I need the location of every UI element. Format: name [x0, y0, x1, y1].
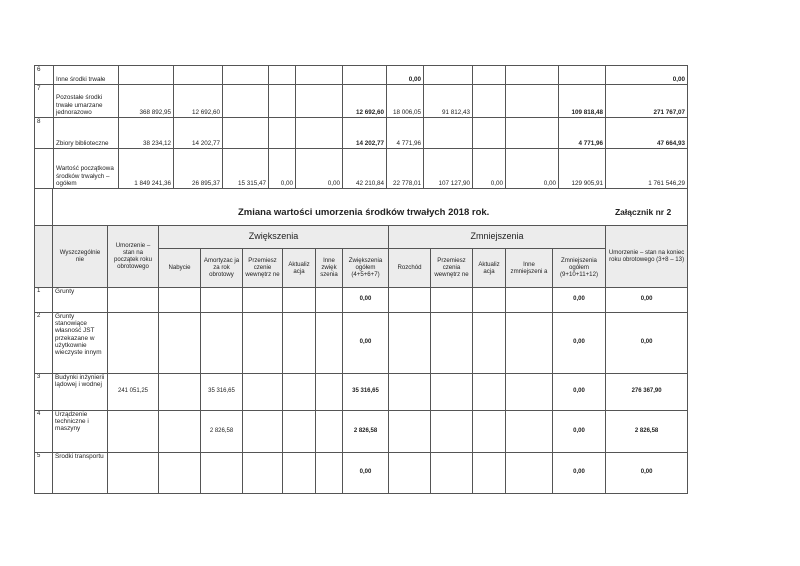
value-cell: 47 664,93: [606, 118, 688, 149]
value-cell: 0,00: [387, 66, 424, 85]
value-cell: [473, 118, 506, 149]
value-cell: 0,00: [553, 287, 606, 312]
value-cell: [431, 312, 473, 373]
value-cell: [389, 312, 431, 373]
value-cell: [108, 452, 159, 493]
header-increase-col: Zwiększenia ogółem (4+5+6+7): [343, 248, 389, 287]
value-cell: [316, 410, 343, 452]
value-cell: 2 826,58: [201, 410, 243, 452]
value-cell: 15 315,47: [223, 149, 269, 189]
value-cell: [159, 287, 201, 312]
header-increase-col: Inne zwięk szenia: [316, 248, 343, 287]
table-row: [35, 66, 688, 85]
value-cell: [159, 312, 201, 373]
value-cell: 12 692,60: [343, 85, 387, 118]
value-cell: 35 316,65: [343, 373, 389, 410]
value-cell: [506, 452, 553, 493]
value-cell: [473, 287, 506, 312]
value-cell: [431, 373, 473, 410]
table-row: [35, 410, 688, 452]
row-number: 2: [35, 312, 53, 373]
table-row: [35, 149, 688, 189]
row-label: Inne środki trwałe: [54, 66, 119, 85]
value-cell: [159, 410, 201, 452]
value-cell: [506, 85, 559, 118]
row-label: Urządzenie techniczne i maszyny: [53, 410, 108, 452]
header-decrease-col: Inne zmniejszeni a: [506, 248, 553, 287]
value-cell: [389, 287, 431, 312]
value-cell: [108, 287, 159, 312]
value-cell: 91 812,43: [424, 85, 473, 118]
row-label: Wartość początkowa środków trwałych – ogółem: [54, 149, 119, 189]
value-cell: [506, 287, 553, 312]
value-cell: [343, 66, 387, 85]
value-cell: 0,00: [606, 66, 688, 85]
value-cell: 12 692,60: [174, 85, 223, 118]
value-cell: 0,00: [606, 287, 688, 312]
row-number: 8: [35, 118, 54, 149]
value-cell: [243, 410, 283, 452]
value-cell: 107 127,90: [424, 149, 473, 189]
value-cell: 0,00: [296, 149, 343, 189]
value-cell: [559, 66, 606, 85]
header-decrease-col: Aktualiz acja: [473, 248, 506, 287]
row-number: [35, 149, 54, 189]
row-label: Środki transportu: [53, 452, 108, 493]
value-cell: [283, 410, 316, 452]
table-row: [35, 118, 688, 149]
value-cell: 0,00: [553, 312, 606, 373]
value-cell: 4 771,96: [387, 118, 424, 149]
value-cell: [506, 118, 559, 149]
value-cell: [201, 452, 243, 493]
value-cell: [119, 66, 174, 85]
value-cell: [201, 287, 243, 312]
value-cell: [108, 410, 159, 452]
value-cell: [431, 452, 473, 493]
header-increase-col: Nabycie: [159, 248, 201, 287]
table-row: [35, 452, 688, 493]
value-cell: [223, 85, 269, 118]
value-cell: [283, 287, 316, 312]
header-row-1: [35, 225, 688, 248]
section-title-row: [35, 188, 688, 225]
value-cell: 0,00: [343, 452, 389, 493]
value-cell: [316, 452, 343, 493]
value-cell: [243, 312, 283, 373]
value-cell: [283, 452, 316, 493]
value-cell: 14 202,77: [343, 118, 387, 149]
value-cell: [424, 66, 473, 85]
annex-label: Załącznik nr 2: [614, 207, 672, 217]
value-cell: [296, 85, 343, 118]
value-cell: [431, 410, 473, 452]
value-cell: 26 895,37: [174, 149, 223, 189]
table-row: [35, 373, 688, 410]
value-cell: [108, 312, 159, 373]
value-cell: 2 826,58: [343, 410, 389, 452]
header-increases: Zwiększenia: [159, 225, 389, 248]
value-cell: [506, 66, 559, 85]
header-decrease-col: Zmniejszenia ogółem (9+10+11+12): [553, 248, 606, 287]
value-cell: 38 234,12: [119, 118, 174, 149]
row-label: Pozostałe środki trwałe umarzane jednorazowo: [54, 85, 119, 118]
header-increase-col: Aktualiz acja: [283, 248, 316, 287]
section-title-cell: [53, 188, 688, 225]
value-cell: 0,00: [269, 149, 296, 189]
value-cell: 0,00: [606, 312, 688, 373]
header-opening: Umorzenie – stan na początek roku obrotowego: [108, 225, 159, 287]
value-cell: [506, 410, 553, 452]
value-cell: [316, 312, 343, 373]
value-cell: [473, 66, 506, 85]
value-cell: 109 818,48: [559, 85, 606, 118]
empty-cell: [35, 188, 53, 225]
row-label: Grunty stanowiące własność JST przekazane w użytkownie wieczyste innym: [53, 312, 108, 373]
value-cell: [473, 373, 506, 410]
value-cell: [223, 66, 269, 85]
value-cell: [473, 410, 506, 452]
row-number: 3: [35, 373, 53, 410]
value-cell: [431, 287, 473, 312]
row-label: Grunty: [53, 287, 108, 312]
table-row: [35, 312, 688, 373]
value-cell: [389, 452, 431, 493]
row-label: Zbiory biblioteczne: [54, 118, 119, 149]
value-cell: 18 006,05: [387, 85, 424, 118]
value-cell: 1 849 241,36: [119, 149, 174, 189]
value-cell: 241 051,25: [108, 373, 159, 410]
value-cell: 35 316,65: [201, 373, 243, 410]
value-cell: 0,00: [553, 373, 606, 410]
value-cell: [473, 85, 506, 118]
value-cell: [174, 66, 223, 85]
value-cell: 0,00: [506, 149, 559, 189]
header-no: [35, 225, 53, 287]
value-cell: [201, 312, 243, 373]
fixed-assets-value-table: [34, 65, 688, 189]
value-cell: 271 767,07: [606, 85, 688, 118]
header-closing: Umorzenie – stan na koniec roku obrotowego (3+8 – 13): [606, 225, 688, 287]
value-cell: [223, 118, 269, 149]
header-decrease-col: Rozchód: [389, 248, 431, 287]
value-cell: 368 892,95: [119, 85, 174, 118]
value-cell: 0,00: [553, 452, 606, 493]
value-cell: 0,00: [473, 149, 506, 189]
value-cell: [243, 287, 283, 312]
value-cell: 2 826,58: [606, 410, 688, 452]
value-cell: [389, 410, 431, 452]
table-row: [35, 85, 688, 118]
row-number: 5: [35, 452, 53, 493]
value-cell: [243, 452, 283, 493]
value-cell: [243, 373, 283, 410]
value-cell: [506, 312, 553, 373]
section-title: Zmiana wartości umorzenia środków trwałych 2018 rok.: [238, 207, 490, 218]
value-cell: 276 367,90: [606, 373, 688, 410]
value-cell: 129 905,91: [559, 149, 606, 189]
value-cell: 42 210,84: [343, 149, 387, 189]
value-cell: 14 202,77: [174, 118, 223, 149]
value-cell: 22 778,01: [387, 149, 424, 189]
value-cell: [424, 118, 473, 149]
value-cell: [283, 373, 316, 410]
value-cell: [269, 66, 296, 85]
value-cell: 4 771,96: [559, 118, 606, 149]
header-decrease-col: Przemiesz czenia wewnętrz ne: [431, 248, 473, 287]
row-number: 6: [35, 66, 54, 85]
value-cell: [316, 373, 343, 410]
value-cell: [269, 85, 296, 118]
value-cell: [389, 373, 431, 410]
value-cell: 0,00: [343, 312, 389, 373]
value-cell: [316, 287, 343, 312]
value-cell: [473, 312, 506, 373]
value-cell: 0,00: [606, 452, 688, 493]
row-number: 1: [35, 287, 53, 312]
value-cell: [473, 452, 506, 493]
value-cell: [283, 312, 316, 373]
depreciation-change-table: [34, 188, 688, 494]
value-cell: [296, 66, 343, 85]
value-cell: 1 761 546,29: [606, 149, 688, 189]
row-number: 7: [35, 85, 54, 118]
value-cell: [269, 118, 296, 149]
value-cell: [159, 373, 201, 410]
header-item: Wyszczególnie nie: [53, 225, 108, 287]
header-increase-col: Amortyzac ja za rok obrotowy: [201, 248, 243, 287]
value-cell: [506, 373, 553, 410]
value-cell: 0,00: [343, 287, 389, 312]
table-row: [35, 287, 688, 312]
row-number: 4: [35, 410, 53, 452]
value-cell: [159, 452, 201, 493]
row-label: Budynki inżynierii lądowej i wodnej: [53, 373, 108, 410]
value-cell: [296, 118, 343, 149]
header-decreases: Zmniejszenia: [389, 225, 606, 248]
value-cell: 0,00: [553, 410, 606, 452]
header-increase-col: Przemiesz czenie wewnętrz ne: [243, 248, 283, 287]
